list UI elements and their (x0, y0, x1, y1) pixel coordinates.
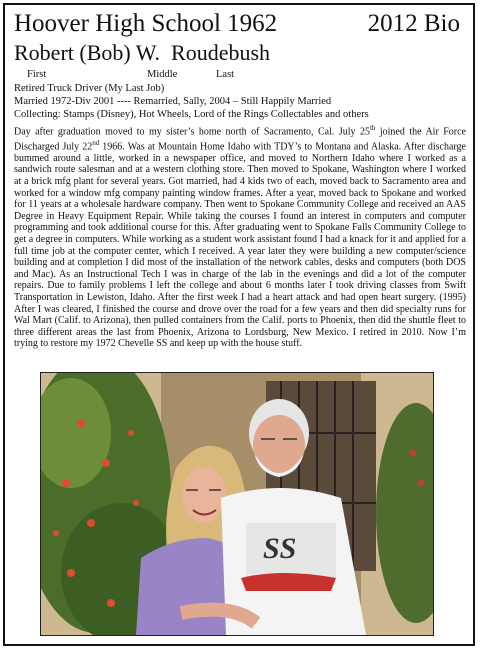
couple-photo (40, 372, 434, 636)
shirt-ss-text: SS (263, 532, 297, 565)
couple-photo-drawing (41, 373, 433, 635)
bio-text-1: Day after graduation moved to my sister’s home north of Sacramento, Cal. July 25 (14, 126, 370, 138)
full-name: Robert (Bob) W. Roudebush (14, 40, 271, 65)
bio-text-3: 1966. Was at Mountain Home Idaho with TDY’s to Montana and Alaska. After discharge bummed around a little, worked in a newspaper office, and moved to Northern Idaho where I worked as a sandwich route salesman and at a western clothing store. Then moved to Spokane, Washington where I worked at a brick mfg plant for several years. Got married, had 4 kids two of each, moved back to Sacramento area and worked for a window mfg company painting window frames. After a year, moved back to Spokane and worked for 11 years at a wholesale hardware company. Then went to Spokane Community College and received an AAS Degree in Heavy Equipment Repair. While taking the courses I found an interest in computers and computer programming and took additional course for this. After graduating went to Spokane Falls Community College to get a degree in computers. While working as a student work assistant found I had a knack for it and applied for a full time job at the computer center, which I received. A year later they were building a new computer/science building and at completion I did most of the installation of the network cables, desks and computers (both DOS and Mac). As an Instructional Tech I was in charge of the lab in the evenings and did a lot of the computer repairs. Due to family problems I left the college and about 6 months later I took driving classes from Swift Transportation in Lewiston, Idaho. After the first week I had a heart attack and had open heart surgery. (1995) After I was cleared, I finished the course and drove over the road for a few years and then did specialty runs for Wal Mart (Calif. to Arizona), then pulled containers from the Calif. ports to Phoenix, then did the shuttle fleet to three different areas the last from Phoenix, Arizona to Lordsburg, New Mexico. I retired in 2010. Now I’m trying to restore my 1972 Chevelle SS and keep up with the house stuff. (14, 141, 466, 350)
collecting-line: Collecting: Stamps (Disney), Hot Wheels, Lord of the Rings Collectables and others (14, 109, 369, 120)
bio-superscript-1: th (369, 124, 376, 132)
bio-paragraph (14, 123, 466, 350)
bio-text-2: joined the Air Force Discharged July 22 (14, 126, 466, 153)
bio-year-label: 2012 Bio (367, 10, 460, 37)
first-name-label: First (27, 69, 47, 80)
last-name-label: Last (216, 69, 235, 80)
school-title: Hoover High School 1962 (14, 10, 278, 37)
marriage-line: Married 1972-Div 2001 ---- Remarried, Sally, 2004 – Still Happily Married (14, 96, 332, 107)
middle-name-label: Middle (147, 69, 178, 80)
job-line: Retired Truck Driver (My Last Job) (14, 83, 165, 94)
bio-superscript-2: nd (92, 138, 100, 147)
